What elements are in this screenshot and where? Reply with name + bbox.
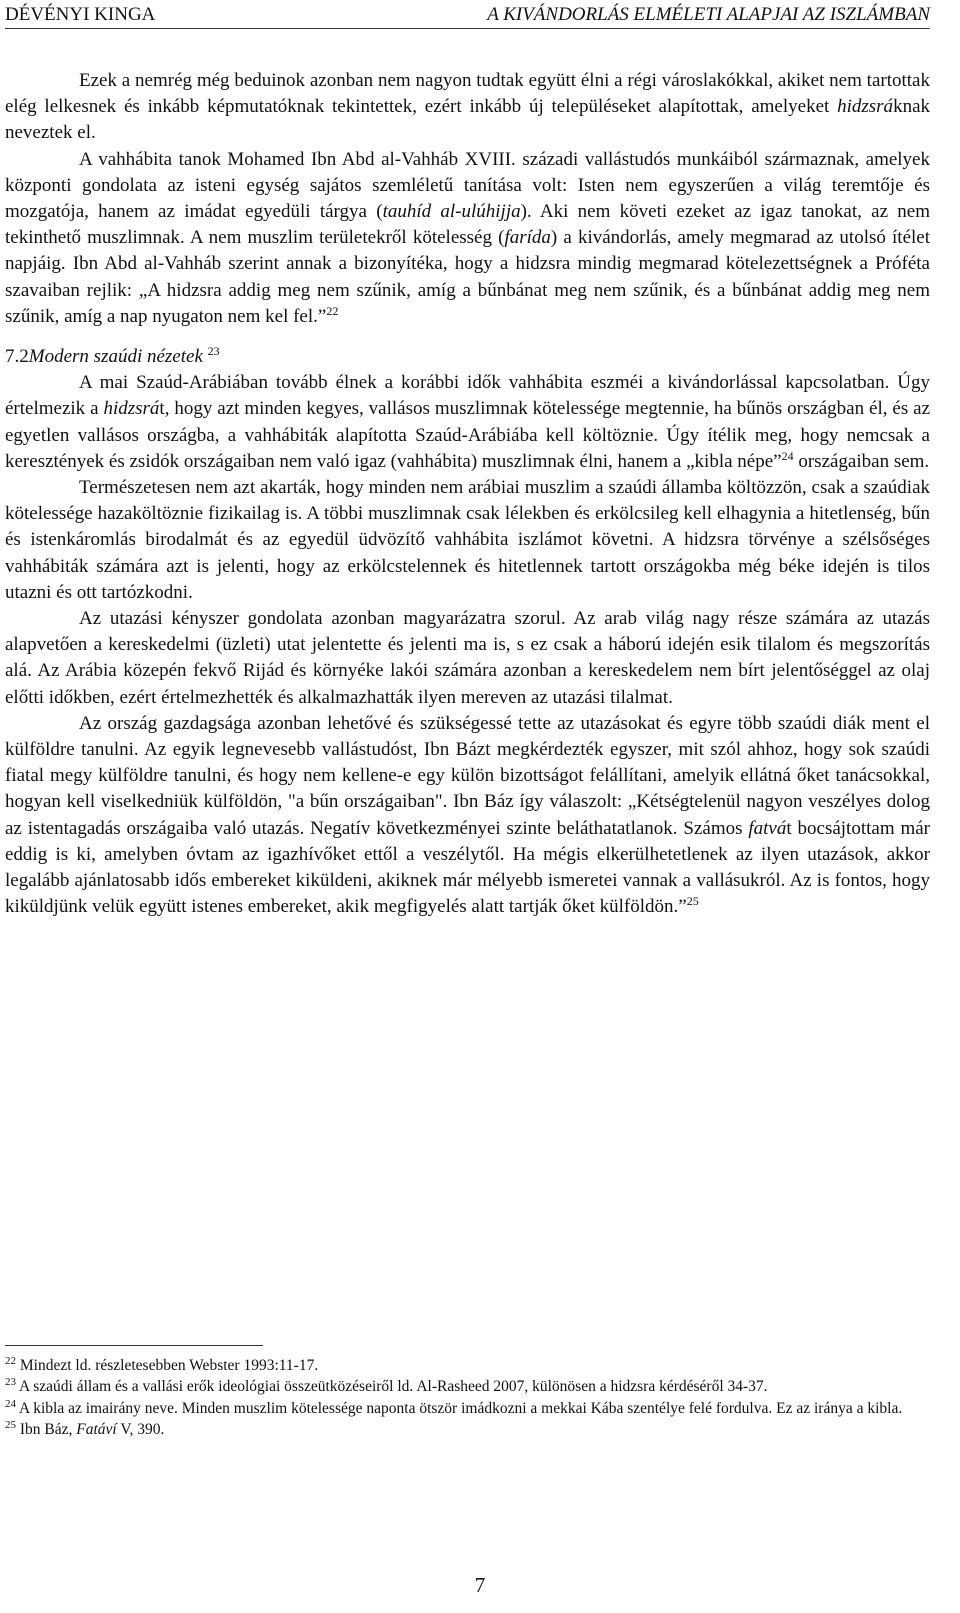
- text-run: Ezek a nemrég még beduinok azonban nem nagyon tudtak együtt élni a régi városlakókkal, akiket nem tartottak elég lelkesnek és inkább képmutatóknak tekintettek, ezért inkább új településeket alapítottak, amelyeket: [5, 70, 930, 118]
- page-number: 7: [474, 1573, 486, 1597]
- italic-term: fatvá: [748, 817, 787, 839]
- footnote-22: [5, 1355, 930, 1376]
- footnote-ref-24[interactable]: 24: [781, 448, 794, 463]
- paragraph-4: Természetesen nem azt akarták, hogy minden nem arábiai muszlim a szaúdi állambа költözzön, csak a szaúdiak kötelessége hazaköltöznie fizikailag is. A többi muszlimnak csak lélekben és erkölcsileg kell elhagynia a hitetlenség, bűn és istenkáromlás birodalmát és az egyedül üdvözítő vahhábita iszlámot követni. A hidzsra törvénye a szélsőséges vahhábiták számára azt is jelenti, hogy az erkölcstelennek és hitetlennek tartott országokba még béke idején is tilos utazni és ott tartózkodni.: [5, 477, 930, 603]
- footnote-number: 22: [5, 1355, 16, 1367]
- header-title: A KIVÁNDORLÁS ELMÉLETI ALAPJAI AZ ISZLÁMBAN: [487, 4, 930, 25]
- section-number: 7.2: [5, 346, 29, 368]
- footnote-23: [5, 1376, 930, 1397]
- footnote-ref-23[interactable]: 23: [207, 344, 220, 359]
- header-author: DÉVÉNYI KINGA: [5, 4, 156, 25]
- italic-term: farída: [504, 227, 551, 249]
- footnote-24: [5, 1398, 930, 1419]
- text-run: t bocsájtottam már eddig is ki, amelyben óvtam az igazhívőket ettől a veszélytől. Ha mégis elkerülhetetlenek az ilyen utazások, akkor legalább ajánlatosabb idős embereket kiküldeni, akiknek már mélyebb ismeretei vannak a vallásukról. Az is fontos, hogy kiküldjünk velük együtt istenes embereket, akik megfigyelés alatt tartják őket külföldön.”: [5, 817, 930, 918]
- paragraph-2: [5, 147, 930, 330]
- main-text: [5, 68, 930, 921]
- running-header: [5, 2, 930, 29]
- paragraph-6: [5, 711, 930, 921]
- text-run: knak neveztek el.: [5, 96, 930, 144]
- footnote-text: A kibla az imairány neve. Minden muszlim kötelessége naponta ötször imádkozni a mekkai Kába szentélye felé fordulva. Ez az iránya a kibla.: [16, 1399, 903, 1417]
- footnote-ref-22[interactable]: 22: [326, 303, 339, 318]
- section-title: Modern szaúdi nézetek: [28, 346, 203, 368]
- footnote-text: A szaúdi állam és a vallási erők ideológiai összeütközéseiről ld. Al-Rasheed 2007, különösen a hidzsra kérdéséről 34-37.: [16, 1378, 768, 1396]
- footnote-number: 24: [5, 1397, 16, 1410]
- footnote-ref-25[interactable]: 25: [686, 894, 699, 909]
- footnote-rule: [5, 1345, 263, 1346]
- paragraph-5: Az utazási kényszer gondolata azonban magyarázatra szorul. Az arab világ nagy része számára az utazás alapvetően a kereskedelmi (üzleti) utat jelentette és jelenti ma is, s ez csak a háború idején esik tilalom és megszorítás alá. Az Arábia közepén fekvő Rijád és környéke lakói számára azonban a kereskedelem nem bírt jelentőséggel az olaj előtti időkben, ezért értelmezhették és alkalmazhatták ilyen mereven az utazási tilalmat.: [5, 608, 930, 708]
- text-run: A vahhábita tanok Mohamed Ibn Abd al-Vahháb XVIII. századi vallástudós munkáiból származnak, amelyek központi gondolata az isteni egység sajátos szemléletű tanítása volt: Isten nem egyszerűen a világ teremtője és mozgatója, hanem az imádat egyedüli tárgya (: [5, 148, 930, 223]
- text-run: országaiban sem.: [793, 450, 930, 472]
- footnote-text: Mindezt ld. részletesebben Webster 1993:11-17.: [16, 1357, 319, 1374]
- footnotes: [5, 1345, 930, 1441]
- paragraph-1: [5, 68, 930, 147]
- footnote-25: [5, 1419, 930, 1440]
- footnote-text: Ibn Báz,: [16, 1421, 77, 1439]
- text-run: t, hogy azt minden kegyes, vallásos muszlimnak kötelessége megtennie, ha bűnös országban él, és az egyetlen vallásos országba, a vahhábiták alapította Szaúd-Arábiába kell költöznie. Úgy ítélik meg, hogy nemcsak a keresztények és zsidók országaiban nem való igaz (vahhábita) muszlimnak élni, hanem a „kibla népe”: [5, 398, 931, 472]
- italic-term: Fatáví: [76, 1421, 117, 1439]
- text-run: A mai Szaúd-Arábiában tovább élnek a korábbi idők vahhábita eszméi a kivándorlással kapcsolatban. Úgy értelmezik a: [5, 372, 930, 420]
- footnote-text: V, 390.: [116, 1421, 165, 1439]
- text-run: Az ország gazdagsága azonban lehetővé és szükségessé tette az utazásokat és egyre több szaúdi diák ment el külföldre tanulni. Az egyik legnevesebb vallástudóst, Ibn Bázt megkérdezték egyszer, mit szól ahhoz, hogy sok szaúdi fiatal megy külföldre tanulni, és hogy nem kellene-e egy külön bizottságot felállítani, amelyik ellátná őket tanácsokkal, hogyan kell viselkedniük külföldön, "a bűn országaiban". Ibn Báz így válaszolt: „Kétségtelenül nagyon veszélyes dolog az istentagadás országaiba való utazás. Negatív következményei szinte beláthatatlanok. Számos: [5, 712, 930, 839]
- italic-term: hidzsrá: [103, 398, 160, 420]
- text-run: ). Aki nem követi ezeket az igaz tanokat, az nem tekinthető muszlimnak. A nem muszlim területekről kötelesség (: [5, 201, 930, 249]
- italic-term: tauhíd al-ulúhijja: [382, 201, 521, 223]
- section-heading: [5, 344, 930, 370]
- paragraph-3: [5, 370, 930, 475]
- text-run: ) a kivándorlás, amely megmarad az utolsó ítélet napjáig. Ibn Abd al-Vahháb szerint annak a bizonyítéka, hogy a hidzsra mindig megmarad kötelezettségnek a Próféta szavaiban rejlik: „A hidzsra addig meg nem szűnik, amíg a bűnbánat meg nem szűnik, és a bűnbánat addig meg nem szűnik, amíg a nap nyugaton nem kel fel.”: [5, 227, 930, 327]
- footnote-number: 23: [5, 1376, 16, 1389]
- footnote-number: 25: [5, 1419, 16, 1432]
- italic-term: hidzsrá: [837, 96, 894, 118]
